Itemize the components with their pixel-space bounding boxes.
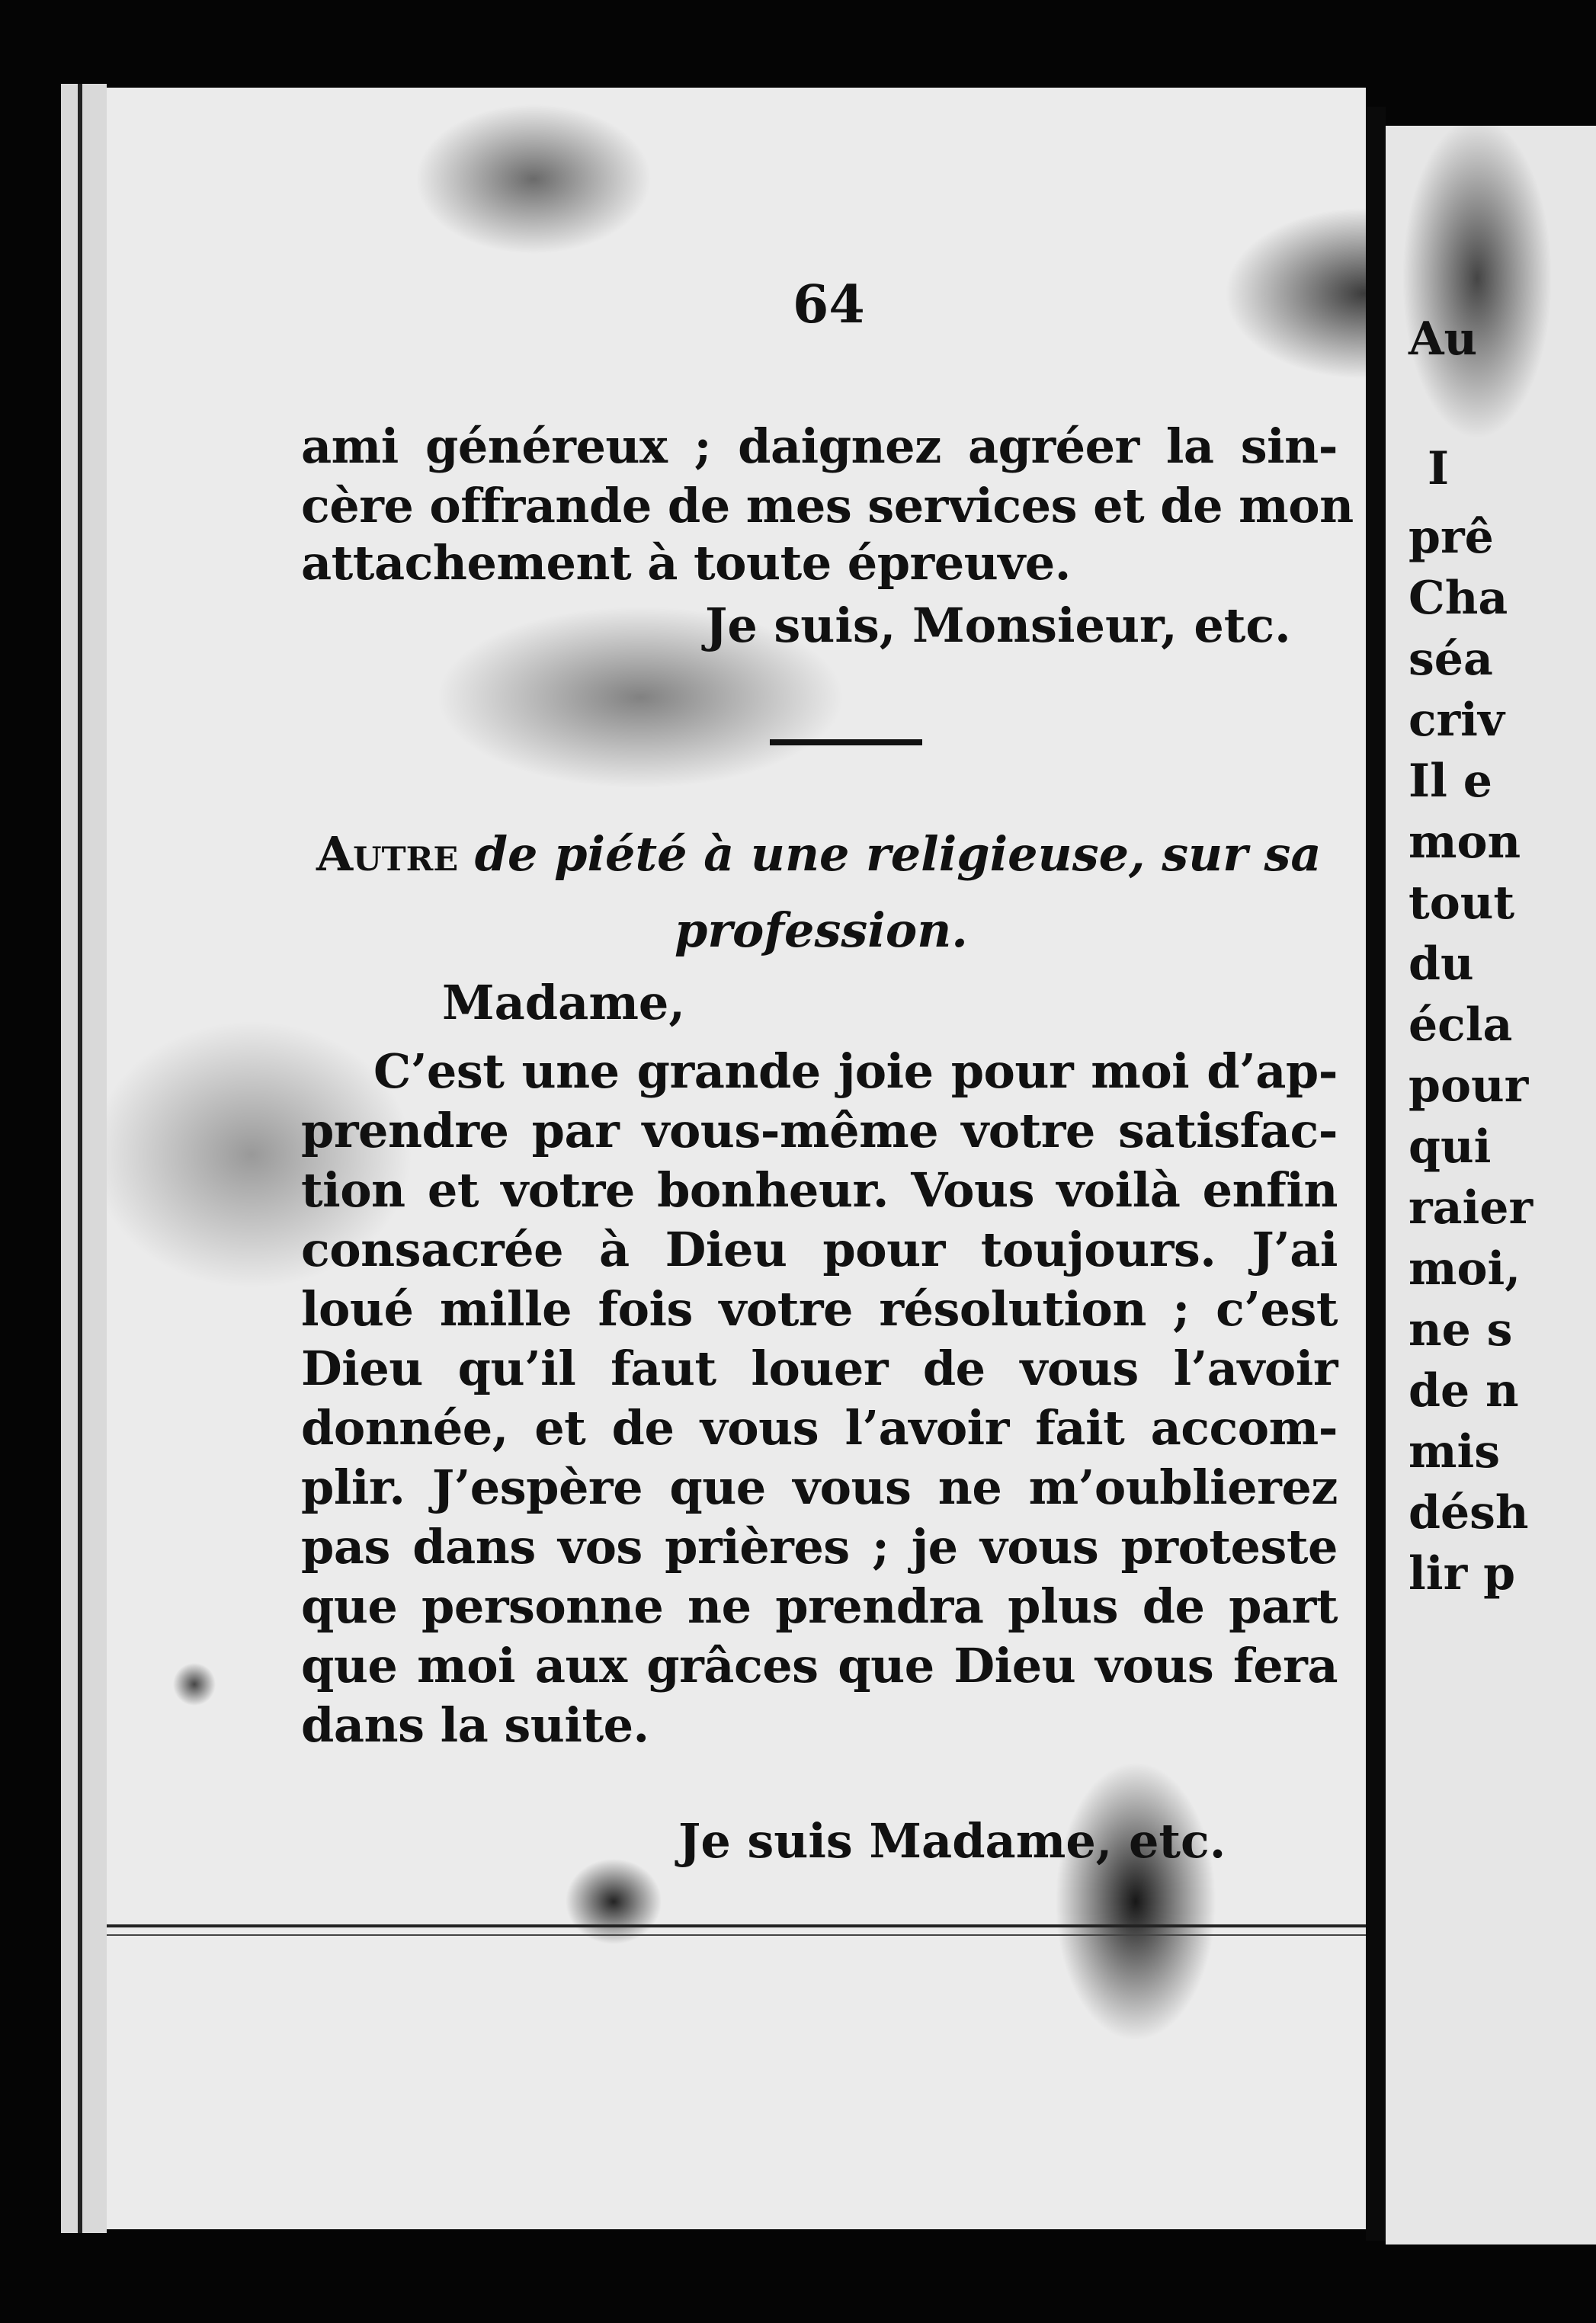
letter-body-line: pas dans vos prières ; je vous proteste (301, 1519, 1338, 1575)
letter-body-line: plir. J’espère que vous ne m’oublierez (301, 1459, 1338, 1515)
book-gutter (1366, 107, 1386, 2241)
facing-page-fragment: criv (1409, 694, 1505, 747)
facing-page-fragment: mis (1409, 1425, 1501, 1479)
page-bottom-rule (107, 1924, 1366, 1927)
page-number: 64 (793, 274, 865, 335)
page-bottom-rule-thin (107, 1934, 1366, 1936)
letter-body-line: consacrée à Dieu pour toujours. J’ai (301, 1222, 1338, 1277)
facing-page-fragment: écla (1409, 998, 1513, 1052)
letter-heading-line2: profession. (675, 902, 968, 958)
facing-page-fragment: raier (1409, 1181, 1534, 1235)
facing-page-fragment: I (1428, 442, 1450, 495)
facing-page-fragment: mon (1409, 815, 1521, 869)
facing-page-fragment: du (1409, 937, 1474, 991)
continuation-signature: Je suis, Monsieur, etc. (705, 598, 1291, 653)
letter-body-line: que personne ne prendra plus de part (301, 1578, 1338, 1634)
letter-body-line: dans la suite. (301, 1697, 649, 1753)
facing-page-fragment: prê (1409, 511, 1494, 564)
letter-body-line: prendre par vous-même votre satisfac- (301, 1103, 1338, 1158)
facing-page-fragment: lir p (1409, 1547, 1516, 1600)
facing-page-fragment: désh (1409, 1486, 1529, 1540)
letter-body-line: que moi aux grâces que Dieu vous fera (301, 1638, 1338, 1693)
facing-page-fragment: moi, (1409, 1242, 1521, 1296)
section-divider (770, 739, 922, 745)
letter-body-line: tion et votre bonheur. Vous voilà enfin (301, 1162, 1338, 1218)
facing-page-fragment: Cha (1409, 572, 1508, 625)
heading-smallcaps: Autre (316, 826, 459, 882)
book-edge (61, 84, 107, 2233)
facing-page-fragment: séa (1409, 633, 1493, 686)
continuation-line: ami généreux ; daignez agréer la sin- (301, 418, 1338, 474)
letter-salutation: Madame, (442, 975, 685, 1030)
facing-page-fragment: Il e (1409, 755, 1492, 808)
book-page (107, 88, 1366, 2229)
heading-rest: de piété à une religieuse, sur sa (458, 826, 1322, 882)
continuation-line: cère offrande de mes services et de mon (301, 478, 1354, 533)
facing-page-fragment: Au (1409, 312, 1478, 366)
letter-body-line: donnée, et de vous l’avoir fait accom- (301, 1400, 1338, 1456)
letter-body-line: C’est une grande joie pour moi d’ap- (373, 1043, 1338, 1099)
letter-body-line: loué mille fois votre résolution ; c’est (301, 1281, 1338, 1337)
facing-page-fragment: de n (1409, 1364, 1519, 1418)
facing-page (1386, 126, 1596, 2244)
letter-signature: Je suis Madame, etc. (678, 1813, 1226, 1869)
facing-page-fragment: pour (1409, 1059, 1529, 1113)
letter-body-line: Dieu qu’il faut louer de vous l’avoir (301, 1341, 1338, 1396)
facing-page-fragment: tout (1409, 876, 1515, 930)
facing-page-fragment: ne s (1409, 1303, 1513, 1357)
facing-page-fragment: qui (1409, 1120, 1492, 1174)
continuation-line: attachement à toute épreuve. (301, 535, 1071, 591)
letter-heading (316, 826, 1338, 882)
